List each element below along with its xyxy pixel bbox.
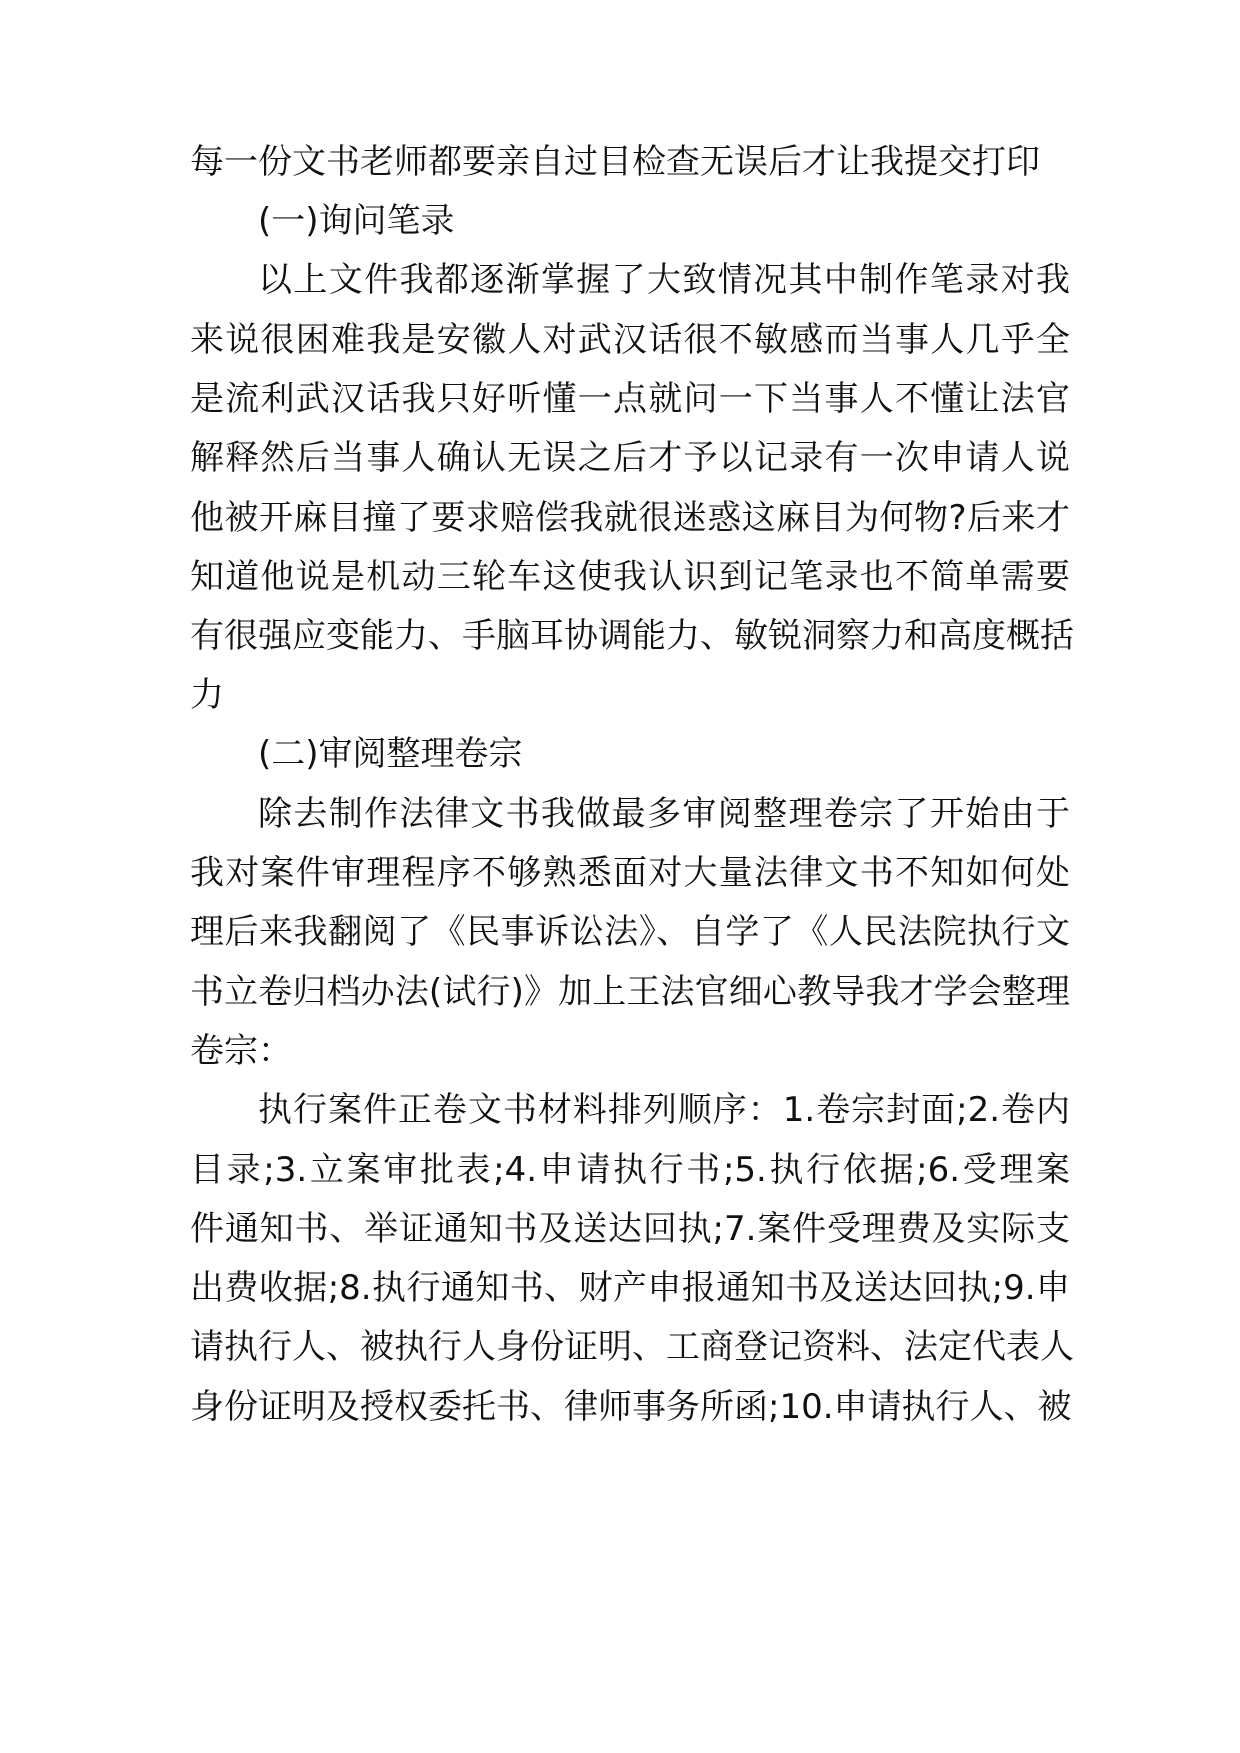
- text-line: 理后来我翻阅了《民事诉讼法》、自学了《人民法院执行文: [190, 912, 1070, 952]
- text-line: 件通知书、举证通知书及送达回执;7.案件受理费及实际支: [190, 1209, 1070, 1249]
- text-line: 知道他说是机动三轮车这使我认识到记笔录也不简单需要: [190, 557, 1070, 597]
- text-line: 出费收据;8.执行通知书、财产申报通知书及送达回执;9.申: [190, 1268, 1070, 1308]
- text-line: 以上文件我都逐渐掌握了大致情况其中制作笔录对我: [258, 260, 1070, 300]
- text-line: 请执行人、被执行人身份证明、工商登记资料、法定代表人: [190, 1327, 1074, 1367]
- text-line: 是流利武汉话我只好听懂一点就问一下当事人不懂让法官: [190, 379, 1070, 419]
- text-line: 力: [190, 675, 224, 715]
- text-line: 有很强应变能力、手脑耳协调能力、敏锐洞察力和高度概括: [190, 616, 1074, 656]
- text-line: 除去制作法律文书我做最多审阅整理卷宗了开始由于: [258, 794, 1070, 834]
- text-line: 他被开麻目撞了要求赔偿我就很迷惑这麻目为何物?后来才: [190, 498, 1070, 538]
- text-line: 我对案件审理程序不够熟悉面对大量法律文书不知如何处: [190, 853, 1070, 893]
- text-line: 每一份文书老师都要亲自过目检查无误后才让我提交打印: [190, 142, 1040, 182]
- text-line: 执行案件正卷文书材料排列顺序：1.卷宗封面;2.卷内: [258, 1090, 1070, 1130]
- text-line: 解释然后当事人确认无误之后才予以记录有一次申请人说: [190, 438, 1070, 478]
- text-line: 卷宗：: [190, 1031, 292, 1071]
- text-line: 目录;3.立案审批表;4.申请执行书;5.执行依据;6.受理案: [190, 1150, 1070, 1190]
- section-heading: (一)询问笔录: [258, 201, 455, 241]
- section-heading: (二)审阅整理卷宗: [258, 734, 523, 774]
- text-line: 书立卷归档办法(试行)》加上王法官细心教导我才学会整理: [190, 972, 1070, 1012]
- text-line: 身份证明及授权委托书、律师事务所函;10.申请执行人、被: [190, 1387, 1072, 1427]
- text-line: 来说很困难我是安徽人对武汉话很不敏感而当事人几乎全: [190, 320, 1070, 360]
